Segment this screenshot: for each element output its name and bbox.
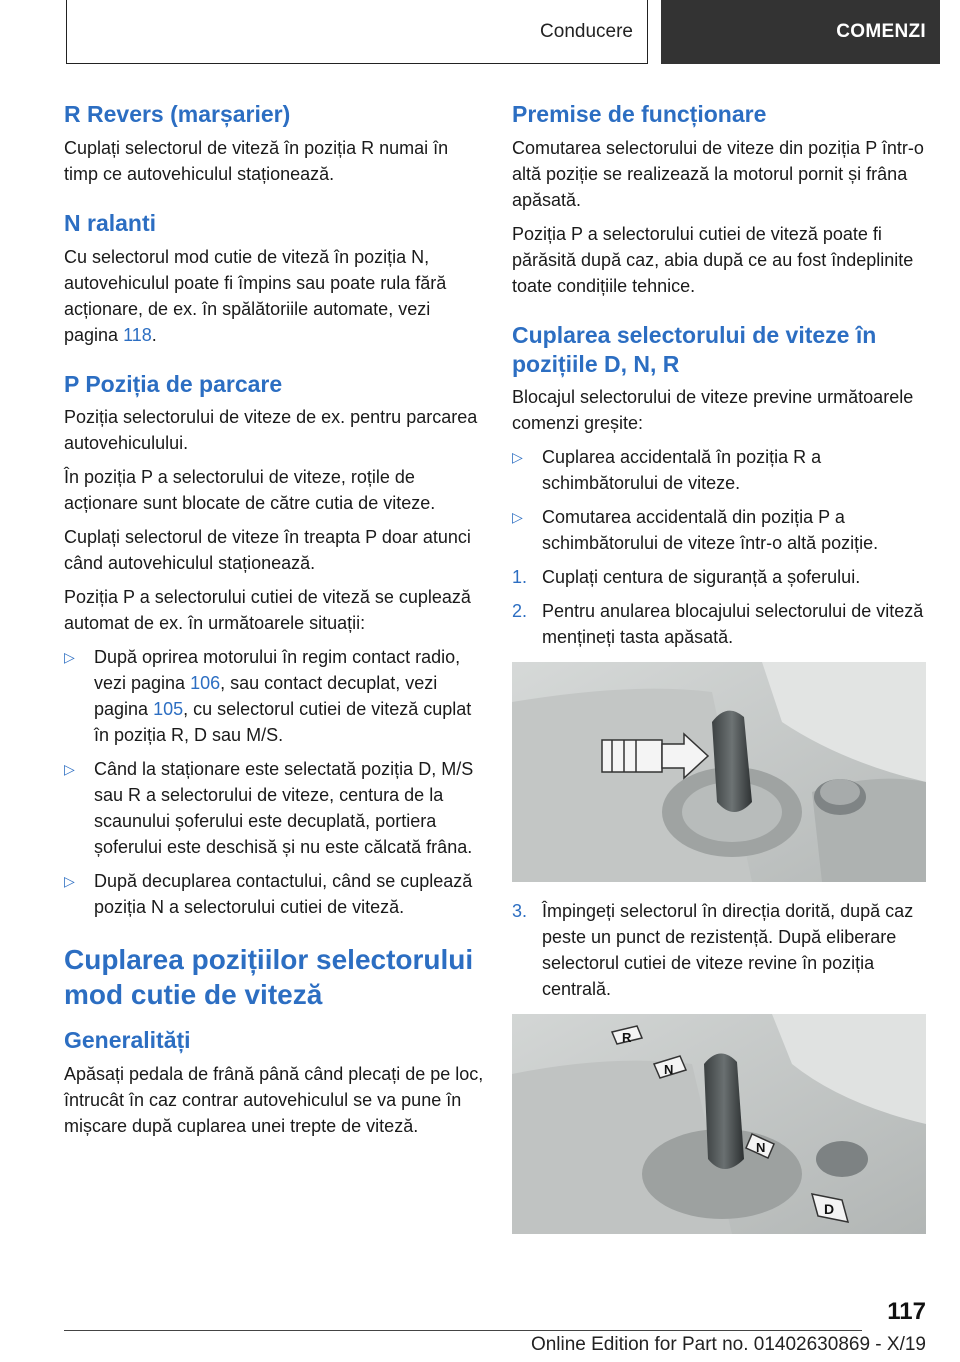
figure-label-n1: N xyxy=(664,1062,674,1078)
reverse-heading: R Revers (marșarier) xyxy=(64,101,291,127)
left-column xyxy=(64,100,484,1161)
general-text: Apăsați pedala de frână până când plecați de pe loc, întrucât în caz contrar autovehiculul se va pune în mișcare după cuplarea unei trepte de viteză. xyxy=(64,1064,484,1136)
header-chapter-tab xyxy=(661,0,940,64)
park-heading: P Poziția de parcare xyxy=(64,370,283,397)
park-bullet-list xyxy=(64,644,484,920)
bullet-text: , sau contact decuplat, vezi pagina xyxy=(94,673,438,720)
section-reverse xyxy=(64,100,484,187)
section-neutral xyxy=(64,209,484,348)
step-text: Pentru anularea blocajului selectorului de viteză mențineți tasta apăsată. xyxy=(542,601,924,648)
triangle-bullet-icon: ▷ xyxy=(64,761,75,778)
cuplare-bullet-list xyxy=(512,444,926,556)
list-item xyxy=(512,564,926,590)
section-premise xyxy=(512,100,926,299)
page-link-106[interactable]: 106 xyxy=(190,673,221,694)
bullet-text: După oprirea motorului în regim contact radio, vezi pagina xyxy=(94,647,461,694)
bullet-text: Când la staționare este selectată poziția D, M/S sau R a selectorului de viteze, centura de la scaunului șoferului este decuplată, portiera șoferului este deschisă și nu este călcată frâna. xyxy=(94,759,474,858)
footer-edition: Online Edition for Part no. 01402630869 - X/19 xyxy=(530,1334,926,1355)
triangle-bullet-icon: ▷ xyxy=(512,449,523,466)
section-selector-positions xyxy=(64,942,484,1139)
page-link-118[interactable]: 118 xyxy=(123,324,152,345)
right-column xyxy=(512,100,926,1250)
triangle-bullet-icon: ▷ xyxy=(64,649,75,666)
park-text-2: În poziția P a selectorului de viteze, roțile de acționare sunt blocate de către cutia de viteze. xyxy=(64,467,436,514)
cuplare-heading: Cuplarea selectorului de viteze în pozițiile D, N, R xyxy=(512,321,877,377)
reverse-text: Cuplați selectorul de viteză în poziția R numai în timp ce autovehiculul staționează. xyxy=(64,137,449,184)
bullet-text: Cuplarea accidentală în poziția R a schimbătorului de viteze. xyxy=(542,447,822,494)
section-cuplare xyxy=(512,321,926,1235)
step-number: 2. xyxy=(512,601,528,622)
figure-label-d: D xyxy=(824,1201,835,1218)
neutral-text xyxy=(64,244,484,348)
list-item xyxy=(64,868,484,920)
bullet-text: După decuplarea contactului, când se cuplează poziția N a selectorului cutiei de viteză. xyxy=(94,871,473,918)
main-heading: Cuplarea pozițiilor selectorului mod cutie de viteză xyxy=(64,944,474,1011)
list-item xyxy=(512,504,926,556)
cuplare-text: Blocajul selectorului de viteze previne următoarele comenzi greșite: xyxy=(512,387,914,434)
neutral-text-end: . xyxy=(151,324,157,345)
list-item xyxy=(64,644,484,748)
header-chapter-label: COMENZI xyxy=(836,21,926,42)
neutral-heading: N ralanti xyxy=(64,209,157,236)
triangle-bullet-icon: ▷ xyxy=(512,509,523,526)
park-text-3: Cuplați selectorul de viteze în treapta P doar atunci când autovehiculul staționează. xyxy=(64,527,471,574)
step-text: Cuplați centura de siguranță a șoferului. xyxy=(542,567,861,588)
premise-heading: Premise de funcționare xyxy=(512,101,767,127)
steps-list-1 xyxy=(512,564,926,650)
steps-list-2 xyxy=(512,898,926,1002)
premise-text-1: Comutarea selectorului de viteze din poziția P într-o altă poziție se realizează la motorul pornit și frâna apăsată. xyxy=(512,137,924,210)
figure-label-n2: N xyxy=(756,1140,766,1156)
general-heading: Generalități xyxy=(64,1027,191,1054)
gear-selector-image-2 xyxy=(512,1014,926,1234)
gear-selector-image-1 xyxy=(512,662,926,882)
page-link-105[interactable]: 105 xyxy=(153,699,184,720)
premise-text-2: Poziția P a selectorului cutiei de viteză poate fi părăsită după caz, abia după ce au fost îndeplinite toate condițiile tehnice. xyxy=(512,223,914,296)
footer-divider xyxy=(64,1330,862,1331)
header-section-label: Conducere xyxy=(540,20,633,42)
list-item xyxy=(512,598,926,650)
park-text-4: Poziția P a selectorului cutiei de viteză se cuplează automat de ex. în următoarele situații: xyxy=(64,587,471,634)
park-text-1: Poziția selectorului de viteze de ex. pentru parcarea autovehiculului. xyxy=(64,407,478,454)
step-number: 3. xyxy=(512,901,528,922)
list-item xyxy=(512,898,926,1002)
page-number: 117 xyxy=(887,1298,926,1325)
list-item xyxy=(512,444,926,496)
section-park xyxy=(64,370,484,921)
list-item xyxy=(64,756,484,860)
step-number: 1. xyxy=(512,567,528,588)
neutral-text-part: Cu selectorul mod cutie de viteză în poziția N, autovehiculul poate fi împins sau poate rula fără acționare, de ex. în spălătoriile automate, vezi pagina xyxy=(64,246,447,345)
header-section-tab xyxy=(66,0,648,64)
step-text: Împingeți selectorul în direcția dorită, după caz peste un punct de rezistență. După eliberare selectorul cutiei de viteze revine în poziția centrală. xyxy=(542,901,914,1000)
bullet-text: Comutarea accidentală din poziția P a schimbătorului de viteze într-o altă poziție. xyxy=(542,507,879,554)
triangle-bullet-icon: ▷ xyxy=(64,873,75,890)
bullet-text: , cu selectorul cutiei de viteză cuplat în poziția R, D sau M/S. xyxy=(94,699,472,746)
figure-label-r: R xyxy=(622,1030,632,1046)
